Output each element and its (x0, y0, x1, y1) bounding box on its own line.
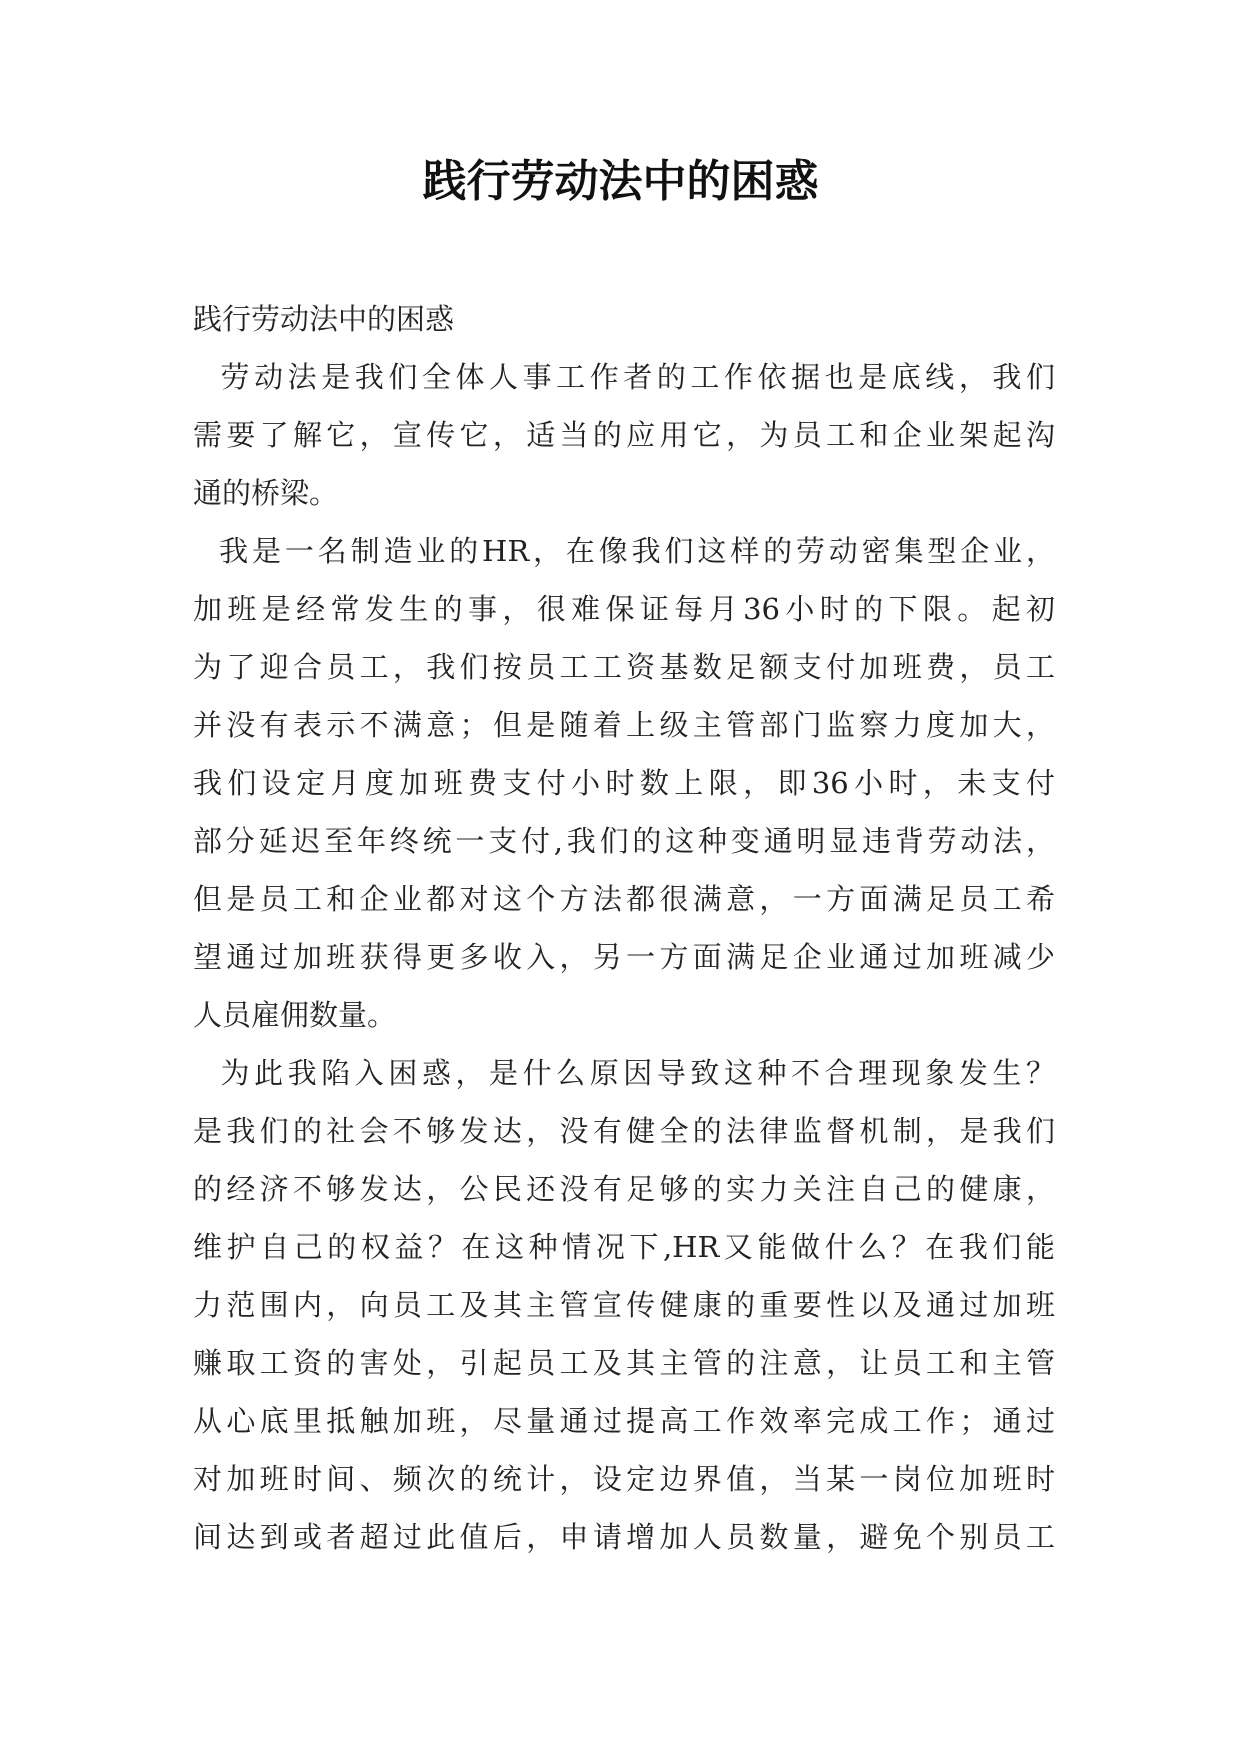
body-text-line: 间达到或者超过此值后，申请增加人员数量，避免个别员工 (193, 1520, 1055, 1554)
body-text-line: 加班是经常发生的事，很难保证每月36小时的下限。起初 (193, 592, 1055, 626)
document-title: 践行劳动法中的困惑 (422, 156, 819, 207)
document-body (193, 290, 1055, 1566)
body-text-line: 并没有表示不满意；但是随着上级主管部门监察力度加大， (193, 708, 1055, 742)
body-text-line: 望通过加班获得更多收入，另一方面满足企业通过加班减少 (193, 940, 1055, 974)
body-text-line: 部分延迟至年终统一支付,我们的这种变通明显违背劳动法， (193, 824, 1055, 858)
body-text-line: 人员雇佣数量。 (193, 998, 397, 1032)
body-text-line: 赚取工资的害处，引起员工及其主管的注意，让员工和主管 (193, 1346, 1055, 1380)
body-text-line: 我们设定月度加班费支付小时数上限，即36小时，未支付 (193, 766, 1055, 800)
body-text-line: 需要了解它，宣传它，适当的应用它，为员工和企业架起沟 (193, 418, 1055, 452)
body-text-line: 的经济不够发达，公民还没有足够的实力关注自己的健康， (193, 1172, 1055, 1206)
body-text-line: 我是一名制造业的HR，在像我们这样的劳动密集型企业， (193, 534, 1055, 568)
body-text-line: 为此我陷入困惑，是什么原因导致这种不合理现象发生？ (193, 1056, 1055, 1090)
body-heading-line: 践行劳动法中的困惑 (193, 302, 455, 336)
body-text-line: 为了迎合员工，我们按员工工资基数足额支付加班费，员工 (193, 650, 1055, 684)
body-text-line: 从心底里抵触加班，尽量通过提高工作效率完成工作；通过 (193, 1404, 1055, 1438)
body-text-line: 力范围内，向员工及其主管宣传健康的重要性以及通过加班 (193, 1288, 1055, 1322)
body-text-line: 是我们的社会不够发达，没有健全的法律监督机制，是我们 (193, 1114, 1055, 1148)
body-text-line: 对加班时间、频次的统计，设定边界值，当某一岗位加班时 (193, 1462, 1055, 1496)
body-text-line: 维护自己的权益？在这种情况下,HR又能做什么？在我们能 (193, 1230, 1055, 1264)
body-text-line: 但是员工和企业都对这个方法都很满意，一方面满足员工希 (193, 882, 1055, 916)
body-text-line: 劳动法是我们全体人事工作者的工作依据也是底线，我们 (193, 360, 1055, 394)
body-text-line: 通的桥梁。 (193, 476, 339, 510)
